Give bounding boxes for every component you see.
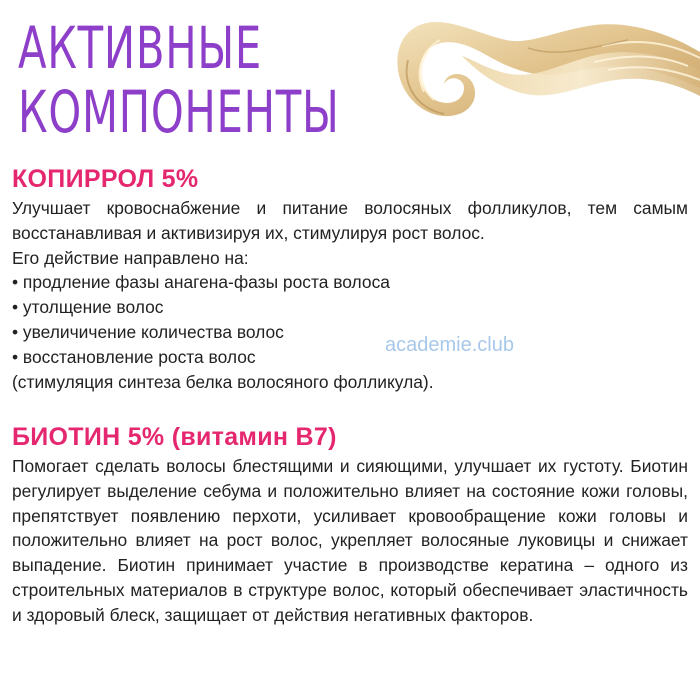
bullet-item: • восстановление роста волос — [12, 346, 256, 367]
bullet-item: • увеличичение количества волос — [12, 321, 284, 342]
title-line-1: АКТИВНЫЕ — [18, 14, 263, 82]
blonde-hair-curl-image — [388, 0, 700, 165]
section-copyrrol — [12, 164, 688, 394]
section-copyrrol-note: (стимуляция синтеза белка волосяного фолликула). — [12, 371, 434, 392]
watermark: academie.club — [385, 334, 514, 356]
bullet-item: • утолщение волос — [12, 297, 164, 318]
section-copyrrol-heading: КОПИРРОЛ 5% — [12, 165, 199, 193]
section-biotin-heading: БИОТИН 5% (витамин В7) — [12, 423, 337, 451]
bullet-item: • продление фазы анагена-фазы роста волоса — [12, 272, 390, 293]
page-title — [18, 16, 340, 144]
title-line-2: КОМПОНЕНТЫ — [18, 78, 340, 146]
section-biotin — [12, 422, 688, 628]
section-biotin-body: Помогает сделать волосы блестящими и сияющими, улучшает их густоту. Биотин регулирует выделение себума и положительно влияет на состояние кожи головы, препятствует появлению перхоти, усиливает кровообращение кожи головы и положительно влияет на рост волос, укрепляет волосяные луковицы и снижает выпадение. Биотин принимает участие в производстве кератина – одного из строительных материалов в структуре волос, который обеспечивает эластичность и здоровый блеск, защищает от действия негативных факторов. — [12, 456, 688, 625]
section-copyrrol-intro: Улучшает кровоснабжение и питание волосяных фолликулов, тем самым восстанавливая и активизируя их, стимулируя рост волос. — [12, 198, 688, 243]
section-copyrrol-lead: Его действие направлено на: — [12, 247, 249, 268]
